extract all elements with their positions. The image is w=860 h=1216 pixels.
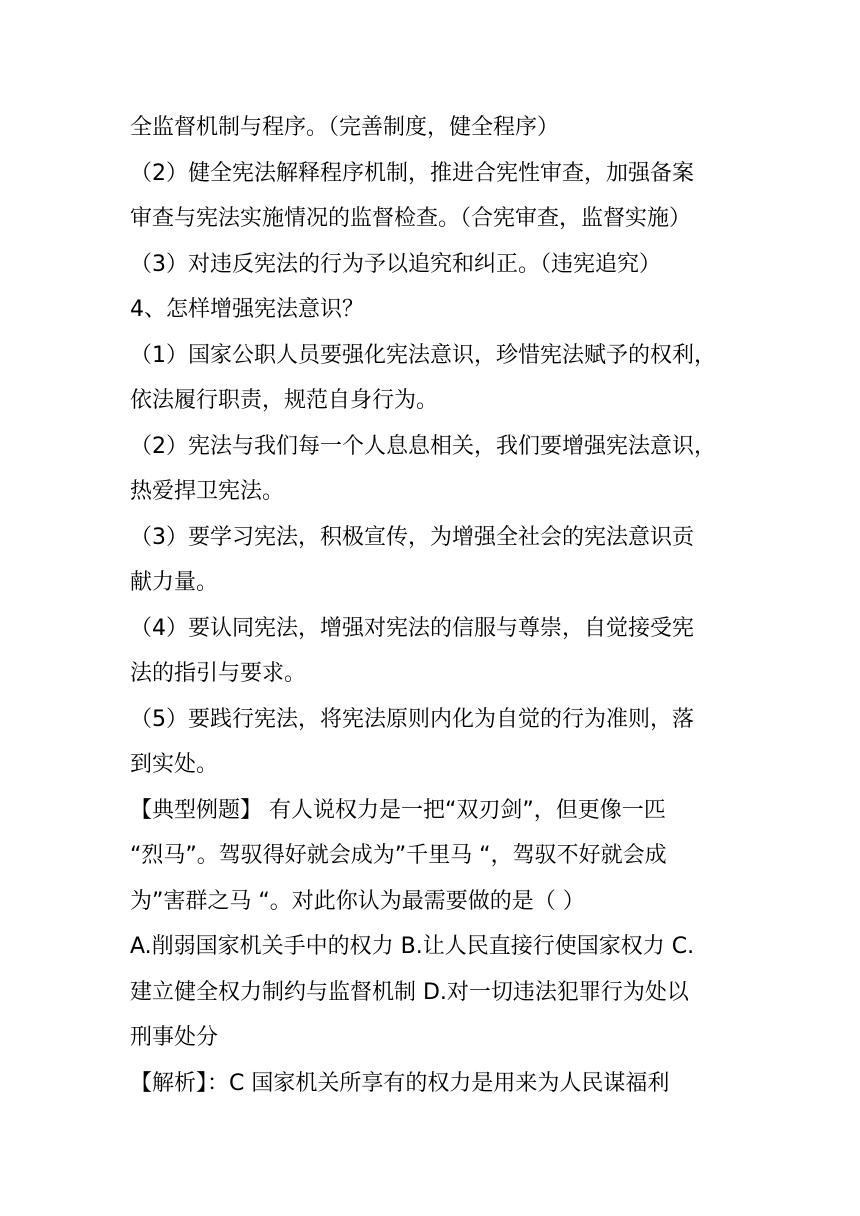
text-line: 全监督机制与程序。（完善制度，健全程序） xyxy=(130,115,560,140)
text-line: 审查与宪法实施情况的监督检查。（合宪审查，监督实施） xyxy=(130,206,692,231)
answer-options-line: 刑事处分 xyxy=(130,1025,219,1050)
example-question-line: 【典型例题】 有人说权力是一把“双刃剑”，但更像一匹 xyxy=(130,797,666,823)
text-line: 热爱捍卫宪法。 xyxy=(130,479,285,504)
example-question-line: 为”害群之马 “。对此你认为最需要做的是（ ） xyxy=(130,888,585,914)
text-line: 到实处。 xyxy=(130,752,219,777)
text-line: （2）宪法与我们每一个人息息相关，我们要增强宪法意识， xyxy=(130,433,716,459)
text-line: （1）国家公职人员要强化宪法意识，珍惜宪法赋予的权利， xyxy=(130,342,716,368)
section-heading: 4、怎样增强宪法意识？ xyxy=(130,297,364,322)
document-body xyxy=(130,105,734,1106)
example-question-line: “烈马”。驾驭得好就会成为”千里马 “，驾驭不好就会成 xyxy=(130,843,667,868)
text-line: 献力量。 xyxy=(130,570,219,595)
text-line: 依法履行职责，规范自身行为。 xyxy=(130,388,439,413)
text-line: （3）对违反宪法的行为予以追究和纠正。（违宪追究） xyxy=(130,251,661,277)
answer-options-line: 建立健全权力制约与监督机制 D.对一切违法犯罪行为处以 xyxy=(130,979,689,1005)
text-line: 法的指引与要求。 xyxy=(130,661,307,686)
text-line: （4）要认同宪法，增强对宪法的信服与尊崇，自觉接受宪 xyxy=(130,615,694,641)
answer-options-line: A.削弱国家机关手中的权力 B.让人民直接行使国家权力 C. xyxy=(130,934,695,959)
text-line: （3）要学习宪法，积极宣传，为增强全社会的宪法意识贡 xyxy=(130,524,694,550)
text-line: （2）健全宪法解释程序机制，推进合宪性审查，加强备案 xyxy=(130,160,694,186)
text-line: （5）要践行宪法，将宪法原则内化为自觉的行为准则，落 xyxy=(130,706,694,732)
analysis-line: 【解析】：C 国家机关所享有的权力是用来为人民谋福利 xyxy=(130,1070,670,1096)
